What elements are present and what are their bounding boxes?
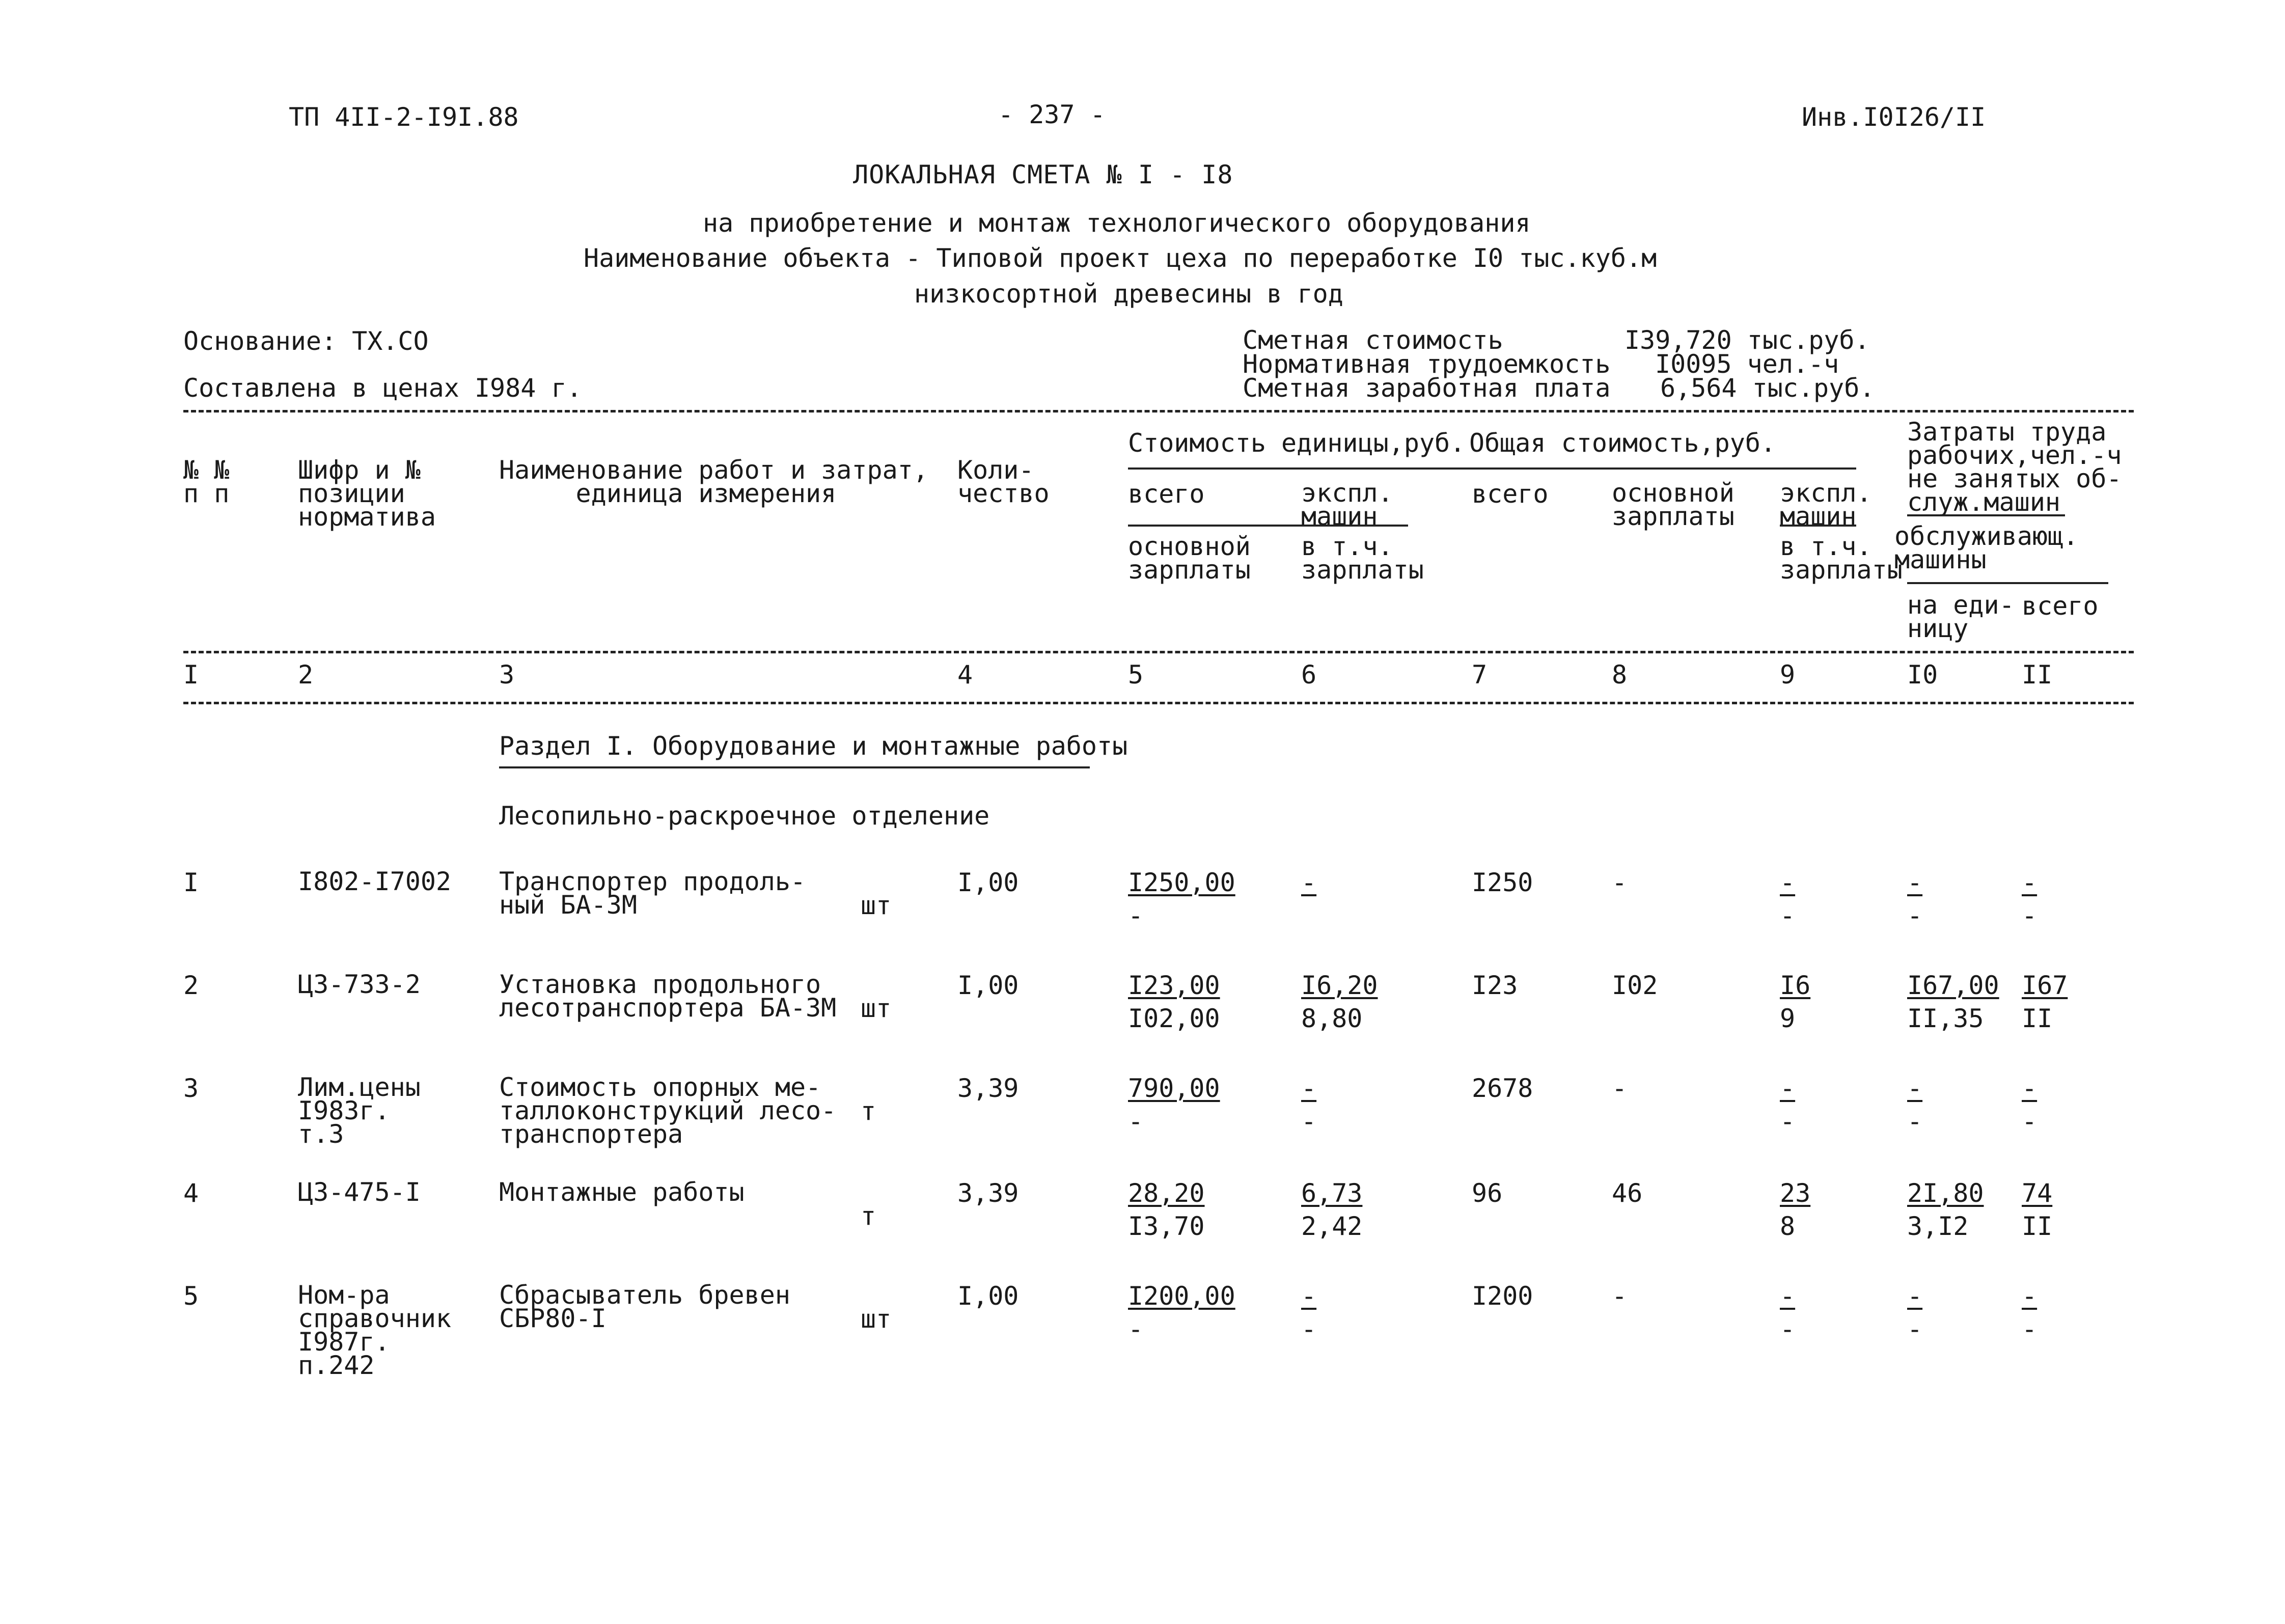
row-total-cost: 2678	[1472, 1074, 1533, 1103]
column-number: 8	[1612, 660, 1628, 690]
row-unit-cost-machines: -	[1301, 868, 1317, 897]
row-total-machine-wage: -	[1780, 1314, 1796, 1344]
row-labor-total-service: -	[2022, 1314, 2038, 1344]
header-col-quantity: Коли- чество	[957, 455, 1050, 508]
row-unit: т	[861, 1096, 876, 1126]
row-unit-cost-machines: -	[1301, 1281, 1317, 1311]
row-unit-cost-machines: I6,20	[1301, 971, 1378, 1000]
header-c11: всего	[2022, 591, 2099, 621]
column-number: 7	[1472, 660, 1488, 690]
section-title: Раздел I. Оборудование и монтажные работы	[499, 731, 1128, 761]
column-number: I	[183, 660, 199, 690]
row-number: 3	[183, 1074, 199, 1103]
row-number: 4	[183, 1178, 199, 1208]
header-unit-cost: Стоимость единицы,руб.	[1128, 428, 1466, 458]
row-total-machine-wage: 8	[1780, 1212, 1796, 1241]
row-labor-per-unit: I67,00	[1907, 971, 1999, 1000]
row-labor-total: 74	[2022, 1178, 2053, 1208]
header-c9-bottom: в т.ч. зарплаты	[1780, 532, 1903, 585]
header-cost-rule	[1128, 467, 1856, 470]
row-labor-total-service: -	[2022, 1107, 2038, 1136]
row-unit: шт	[861, 891, 892, 920]
header-col-name: Наименование работ и затрат, единица измерения	[499, 455, 928, 508]
header-labor: Затраты труда рабочих,чел.-ч не занятых об- служ.машин	[1907, 417, 2122, 517]
subsection-title: Лесопильно-раскроечное отделение	[499, 801, 990, 831]
summary-label-wage: Сметная заработная плата	[1243, 373, 1611, 403]
column-numbers-top-rule	[183, 651, 2134, 653]
row-labor-per-unit-service: 3,I2	[1907, 1212, 1969, 1241]
column-number: I0	[1907, 660, 1938, 690]
row-unit-cost-total: 790,00	[1128, 1074, 1220, 1103]
header-col-code: Шифр и № позиции норматива	[298, 455, 436, 532]
estimate-subtitle: на приобретение и монтаж технологического оборудования	[703, 208, 1531, 238]
header-c5-top: всего	[1128, 479, 1205, 509]
price-year-text: Составлена в ценах I984 г.	[183, 373, 582, 403]
header-c6-bottom: в т.ч. зарплаты	[1301, 532, 1424, 585]
row-total-machines: -	[1780, 1281, 1796, 1311]
column-number: 6	[1301, 660, 1317, 690]
row-unit-cost-wage: -	[1128, 901, 1144, 930]
row-unit-cost-wage: -	[1128, 1107, 1144, 1136]
row-labor-total: -	[2022, 868, 2038, 897]
row-code: ЦЗ-733-2	[298, 970, 421, 999]
table-top-rule	[183, 410, 2134, 412]
row-code: Лим.цены I983г. т.3	[298, 1072, 421, 1149]
row-number: 5	[183, 1281, 199, 1311]
section-title-underline	[499, 766, 1090, 768]
column-number: 3	[499, 660, 515, 690]
row-labor-per-unit-service: II,35	[1907, 1004, 1984, 1033]
estimate-title: ЛОКАЛЬНАЯ СМЕТА № I - I8	[853, 160, 1233, 189]
row-quantity: I,00	[957, 1281, 1019, 1311]
row-unit-cost-total: I250,00	[1128, 868, 1235, 897]
row-total-wage: -	[1612, 1074, 1628, 1103]
header-c9-rule	[1780, 525, 1856, 527]
header-labor-service: обслуживающ. машины	[1894, 521, 2079, 574]
row-unit-cost-machine-wage: 2,42	[1301, 1212, 1363, 1241]
row-labor-total-service: II	[2022, 1212, 2053, 1241]
row-total-machine-wage: -	[1780, 901, 1796, 930]
row-labor-per-unit: -	[1907, 1074, 1923, 1103]
header-total-cost: Общая стоимость,руб.	[1469, 428, 1776, 458]
row-name: Установка продольного лесотранспортера БА-3М	[499, 970, 837, 1023]
row-unit-cost-machine-wage: 8,80	[1301, 1004, 1363, 1033]
column-number: 9	[1780, 660, 1796, 690]
row-name: Монтажные работы	[499, 1177, 745, 1207]
row-unit: шт	[861, 1304, 892, 1334]
column-number: 2	[298, 660, 314, 690]
row-unit: шт	[861, 994, 892, 1023]
header-labor-service-rule	[1907, 582, 2108, 584]
row-unit-cost-machine-wage: -	[1301, 1107, 1317, 1136]
row-unit: т	[861, 1201, 876, 1231]
row-unit-cost-total: I23,00	[1128, 971, 1220, 1000]
row-unit-cost-wage: -	[1128, 1314, 1144, 1344]
row-name: Сбрасыватель бревен СБР80-I	[499, 1280, 790, 1333]
row-unit-cost-wage: I3,70	[1128, 1212, 1205, 1241]
row-labor-per-unit-service: -	[1907, 901, 1923, 930]
row-quantity: 3,39	[957, 1178, 1019, 1208]
row-number: 2	[183, 971, 199, 1000]
row-total-machines: -	[1780, 868, 1796, 897]
row-total-cost: I23	[1472, 971, 1518, 1000]
row-total-wage: 46	[1612, 1178, 1643, 1208]
row-labor-total-service: -	[2022, 901, 2038, 930]
basis-text: Основание: ТХ.СО	[183, 326, 429, 356]
row-unit-cost-machines: 6,73	[1301, 1178, 1363, 1208]
row-total-wage: -	[1612, 1281, 1628, 1311]
row-labor-per-unit-service: -	[1907, 1314, 1923, 1344]
row-unit-cost-wage: I02,00	[1128, 1004, 1220, 1033]
column-number: II	[2022, 660, 2053, 690]
row-labor-total-service: II	[2022, 1004, 2053, 1033]
row-total-machine-wage: -	[1780, 1107, 1796, 1136]
document-code: ТП 4II-2-I9I.88	[289, 102, 519, 132]
row-labor-total: -	[2022, 1074, 2038, 1103]
row-total-cost: I200	[1472, 1281, 1533, 1311]
row-quantity: I,00	[957, 971, 1019, 1000]
row-total-wage: -	[1612, 868, 1628, 897]
column-number: 5	[1128, 660, 1144, 690]
row-total-cost: I250	[1472, 868, 1533, 897]
row-name: Транспортер продоль- ный БА-3М	[499, 867, 806, 920]
header-c8: основной зарплаты	[1612, 478, 1735, 531]
summary-value-labor: I0095 чел.-ч	[1655, 349, 1839, 379]
row-code: I802-I7002	[298, 867, 452, 896]
summary-label-cost: Сметная стоимость	[1243, 325, 1503, 355]
row-total-machines: 23	[1780, 1178, 1811, 1208]
row-labor-per-unit: 2I,80	[1907, 1178, 1984, 1208]
header-c10: на еди- ницу	[1907, 590, 2015, 643]
row-labor-per-unit: -	[1907, 1281, 1923, 1311]
row-labor-total: -	[2022, 1281, 2038, 1311]
header-labor-rule	[1907, 514, 2065, 516]
header-c5-rule	[1128, 525, 1291, 527]
row-labor-total: I67	[2022, 971, 2068, 1000]
row-unit-cost-machines: -	[1301, 1074, 1317, 1103]
row-total-machine-wage: 9	[1780, 1004, 1796, 1033]
header-c6-top: экспл. машин	[1301, 478, 1393, 531]
row-quantity: I,00	[957, 868, 1019, 897]
row-name: Стоимость опорных ме- таллоконструкций лесо- транспортера	[499, 1072, 837, 1149]
row-total-machines: I6	[1780, 971, 1811, 1000]
header-c7: всего	[1472, 479, 1549, 509]
inventory-number: Инв.I0I26/II	[1802, 102, 1986, 132]
row-total-machines: -	[1780, 1074, 1796, 1103]
row-unit-cost-machine-wage: -	[1301, 1314, 1317, 1344]
page-number: - 237 -	[998, 100, 1106, 129]
row-code: Ном-ра справочник I987г. п.242	[298, 1280, 452, 1380]
row-code: ЦЗ-475-I	[298, 1177, 421, 1207]
header-col-number: № № п п	[183, 455, 230, 508]
column-numbers-bottom-rule	[183, 702, 2134, 704]
row-labor-per-unit: -	[1907, 868, 1923, 897]
object-name-line2: низкосортной древесины в год	[914, 279, 1343, 309]
header-c6-rule	[1291, 525, 1408, 527]
row-total-cost: 96	[1472, 1178, 1503, 1208]
header-c9-top: экспл. машин	[1780, 478, 1872, 531]
summary-value-wage: 6,564 тыс.руб.	[1660, 373, 1875, 403]
row-unit-cost-total: 28,20	[1128, 1178, 1205, 1208]
row-total-wage: I02	[1612, 971, 1658, 1000]
header-c5-bottom: основной зарплаты	[1128, 532, 1251, 585]
column-number: 4	[957, 660, 973, 690]
object-name-line1: Наименование объекта - Типовой проект цеха по переработке I0 тыс.куб.м	[584, 243, 1657, 273]
row-quantity: 3,39	[957, 1074, 1019, 1103]
row-unit-cost-total: I200,00	[1128, 1281, 1235, 1311]
summary-value-cost: I39,720 тыс.руб.	[1625, 325, 1870, 355]
row-labor-per-unit-service: -	[1907, 1107, 1923, 1136]
summary-label-labor: Нормативная трудоемкость	[1243, 349, 1611, 379]
row-number: I	[183, 868, 199, 897]
